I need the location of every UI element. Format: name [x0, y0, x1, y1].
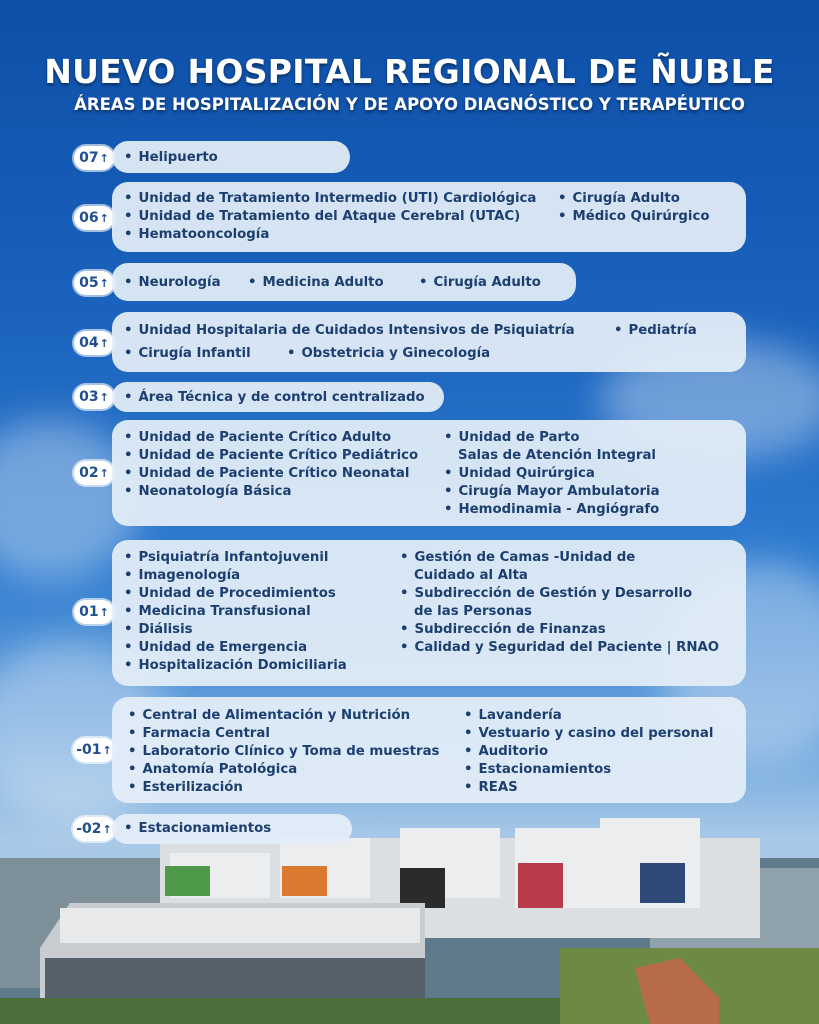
up-arrow-icon: ↑: [102, 822, 112, 836]
floor-panel: [112, 263, 576, 301]
list-item: • Medicina Transfusional: [124, 603, 311, 620]
floor-badge: 02 ↑: [74, 461, 114, 485]
list-item: Cuidado al Alta: [414, 568, 528, 583]
list-item: • Obstetricia y Ginecología: [287, 345, 490, 362]
list-item: • Medicina Adulto: [248, 274, 384, 291]
list-item: • Gestión de Camas -Unidad de: [400, 549, 635, 566]
up-arrow-icon: ↑: [99, 336, 109, 350]
list-item: • Unidad de Tratamiento Intermedio (UTI) Cardiológica: [124, 190, 536, 207]
floor-badge: 07 ↑: [74, 146, 114, 170]
list-item: • Farmacia Central: [128, 725, 270, 742]
floor-panel: [112, 420, 746, 526]
list-item: • Hospitalización Domiciliaria: [124, 657, 347, 674]
floor-panel: [112, 814, 352, 844]
floor-badge: -02 ↑: [73, 817, 115, 841]
up-arrow-icon: ↑: [99, 276, 109, 290]
up-arrow-icon: ↑: [99, 211, 109, 225]
list-item: Salas de Atención Integral: [458, 448, 656, 463]
list-item: • Unidad de Paciente Crítico Adulto: [124, 429, 391, 446]
floor-badge: 05 ↑: [74, 271, 114, 295]
floor-badge: -01 ↑: [73, 738, 115, 762]
floor-panel: [112, 312, 746, 372]
list-item: de las Personas: [414, 604, 532, 619]
list-item: • Hemodinamia - Angiógrafo: [444, 501, 659, 518]
list-item: • Helipuerto: [124, 149, 218, 166]
list-item: • Laboratorio Clínico y Toma de muestras: [128, 743, 439, 760]
poster-subtitle: ÁREAS DE HOSPITALIZACIÓN Y DE APOYO DIAGNÓSTICO Y TERAPÉUTICO: [74, 95, 745, 114]
list-item: • Cirugía Infantil: [124, 345, 251, 362]
list-item: • Lavandería: [464, 707, 562, 724]
list-item: • Unidad Hospitalaria de Cuidados Intensivos de Psiquiatría: [124, 322, 575, 339]
list-item: • Neurología: [124, 274, 221, 291]
list-item: • Unidad de Parto: [444, 429, 580, 446]
list-item: • Central de Alimentación y Nutrición: [128, 707, 410, 724]
list-item: • Subdirección de Finanzas: [400, 621, 606, 638]
floor-panel: [112, 382, 444, 412]
up-arrow-icon: ↑: [99, 390, 109, 404]
up-arrow-icon: ↑: [99, 605, 109, 619]
list-item: • Unidad de Paciente Crítico Neonatal: [124, 465, 409, 482]
list-item: • Psiquiatría Infantojuvenil: [124, 549, 329, 566]
list-item: • Estacionamientos: [464, 761, 611, 778]
list-item: • Área Técnica y de control centralizado: [124, 389, 425, 406]
list-item: • Unidad de Tratamiento del Ataque Cerebral (UTAC): [124, 208, 520, 225]
list-item: • Unidad de Paciente Crítico Pediátrico: [124, 447, 418, 464]
list-item: • Auditorio: [464, 743, 548, 760]
list-item: • Anatomía Patológica: [128, 761, 297, 778]
list-item: • Pediatría: [614, 322, 697, 339]
floor-panel: [112, 697, 746, 803]
floor-badge: 01 ↑: [74, 600, 114, 624]
list-item: • Calidad y Seguridad del Paciente | RNAO: [400, 639, 719, 656]
poster-title: NUEVO HOSPITAL REGIONAL DE ÑUBLE: [44, 52, 775, 91]
list-item: • Médico Quirúrgico: [558, 208, 709, 225]
list-item: • Unidad Quirúrgica: [444, 465, 595, 482]
up-arrow-icon: ↑: [99, 151, 109, 165]
floor-panel: [112, 182, 746, 252]
list-item: • Cirugía Mayor Ambulatoria: [444, 483, 660, 500]
list-item: • Unidad de Emergencia: [124, 639, 307, 656]
list-item: • Vestuario y casino del personal: [464, 725, 713, 742]
list-item: • Subdirección de Gestión y Desarrollo: [400, 585, 692, 602]
list-item: • Diálisis: [124, 621, 193, 638]
list-item: • Cirugía Adulto: [558, 190, 680, 207]
floor-badge: 04 ↑: [74, 331, 114, 355]
floor-badge: 03 ↑: [74, 385, 114, 409]
list-item: • Unidad de Procedimientos: [124, 585, 336, 602]
list-item: • REAS: [464, 779, 518, 796]
list-item: • Cirugía Adulto: [419, 274, 541, 291]
list-item: • Esterilización: [128, 779, 243, 796]
list-item: • Imagenología: [124, 567, 240, 584]
floor-panel: [112, 141, 350, 173]
floor-panel: [112, 540, 746, 686]
up-arrow-icon: ↑: [99, 466, 109, 480]
floor-badge: 06 ↑: [74, 206, 114, 230]
list-item: • Hematooncología: [124, 226, 269, 243]
up-arrow-icon: ↑: [102, 743, 112, 757]
list-item: • Estacionamientos: [124, 820, 271, 837]
list-item: • Neonatología Básica: [124, 483, 292, 500]
